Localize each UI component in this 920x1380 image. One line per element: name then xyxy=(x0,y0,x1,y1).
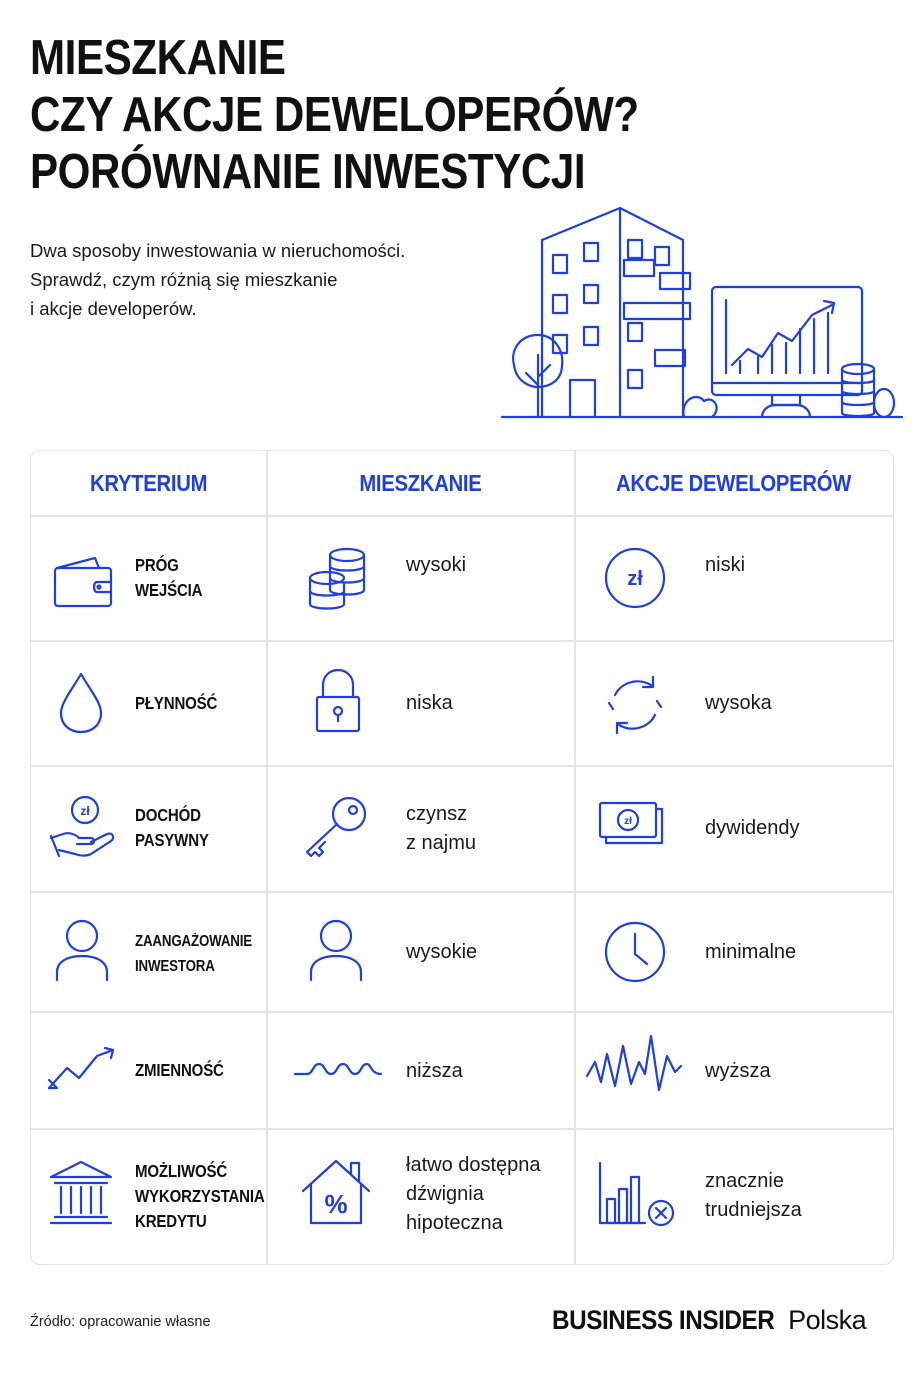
intro-text xyxy=(30,236,500,323)
row-divider xyxy=(31,765,893,767)
criterion-label: DOCHÓD PASYWNY xyxy=(135,805,209,850)
source-note: Źródło: opracowanie własne xyxy=(30,1314,211,1330)
stocks-value: wyższa xyxy=(705,1060,771,1082)
header-developer-stocks: AKCJE DEWELOPERÓW xyxy=(616,470,852,496)
svg-text:%: % xyxy=(324,1189,348,1219)
trend-up-icon xyxy=(45,1046,117,1092)
criterion-label: ZAANGAŻOWANIE INWESTORA xyxy=(135,933,252,975)
zloty-coin-icon xyxy=(603,546,667,610)
coins-stack-icon xyxy=(305,546,369,612)
apartment-value: niska xyxy=(406,692,453,714)
header-criterion: KRYTERIUM xyxy=(89,470,208,496)
tree-icon xyxy=(513,335,562,417)
apartment-value: wysoki xyxy=(406,554,467,576)
title-line-1: MIESZKANIE xyxy=(30,31,286,85)
title-line-3: PORÓWNANIE INWESTYCJI xyxy=(30,145,586,199)
criterion-label: MOŻLIWOŚĆ WYKORZYSTANIA KREDYTU xyxy=(135,1161,265,1231)
intro-line-3: i akcje developerów. xyxy=(30,298,197,319)
row-divider xyxy=(31,891,893,893)
stocks-value: niski xyxy=(705,554,746,576)
house-percent-icon xyxy=(299,1157,373,1227)
stocks-value: minimalne xyxy=(705,941,797,963)
water-drop-icon xyxy=(57,671,105,735)
bush-icon xyxy=(683,397,716,417)
refresh-arrows-icon xyxy=(603,673,667,737)
apartment-value: niższa xyxy=(406,1060,463,1082)
apartment-building-icon xyxy=(542,208,690,417)
page-title xyxy=(30,30,639,201)
key-icon xyxy=(301,794,371,860)
stocks-value: wysoka xyxy=(705,692,772,714)
svg-text:zł: zł xyxy=(627,568,643,590)
row-divider xyxy=(31,640,893,642)
padlock-icon xyxy=(313,667,363,735)
criterion-label: PRÓG WEJŚCIA xyxy=(135,555,203,600)
brand-logo-light: Polska xyxy=(788,1305,867,1335)
svg-text:zł: zł xyxy=(624,816,632,827)
clock-icon xyxy=(603,920,667,984)
apartment-value: czynsz z najmu xyxy=(406,803,477,854)
header-apartment: MIESZKANIE xyxy=(359,470,482,496)
svg-text:zł: zł xyxy=(80,804,90,818)
column-divider xyxy=(266,451,268,1264)
coins-stack-icon xyxy=(842,364,894,417)
banknotes-icon xyxy=(597,800,669,850)
brand-logo-bold: BUSINESS INSIDER xyxy=(552,1305,775,1335)
apartment-value: wysokie xyxy=(406,941,478,963)
gentle-wave-icon xyxy=(293,1058,383,1082)
hero-illustration xyxy=(500,205,905,420)
intro-line-1: Dwa sposoby inwestowania w nieruchomości. xyxy=(30,240,406,261)
brand-logo xyxy=(552,1305,866,1336)
row-divider xyxy=(31,1128,893,1130)
wallet-icon xyxy=(51,554,117,610)
title-line-2: CZY AKCJE DEWELOPERÓW? xyxy=(30,88,639,142)
sharp-wave-icon xyxy=(585,1032,685,1094)
column-divider xyxy=(574,451,576,1264)
bar-chart-cancel-icon xyxy=(597,1159,675,1229)
bank-building-icon xyxy=(47,1159,115,1227)
apartment-value: łatwo dostępna dźwignia hipoteczna xyxy=(406,1154,541,1234)
criterion-label: PŁYNNOŚĆ xyxy=(135,693,218,713)
criterion-label: ZMIENNOŚĆ xyxy=(135,1060,224,1080)
monitor-chart-icon xyxy=(712,287,862,417)
stocks-value: znacznie trudniejsza xyxy=(705,1170,802,1221)
intro-line-2: Sprawdź, czym różnią się mieszkanie xyxy=(30,269,338,290)
row-divider xyxy=(31,1011,893,1013)
comparison-table xyxy=(30,450,894,1265)
person-icon xyxy=(53,918,111,984)
hand-coin-icon xyxy=(47,794,119,862)
person-icon xyxy=(307,918,365,984)
stocks-value: dywidendy xyxy=(705,817,800,839)
